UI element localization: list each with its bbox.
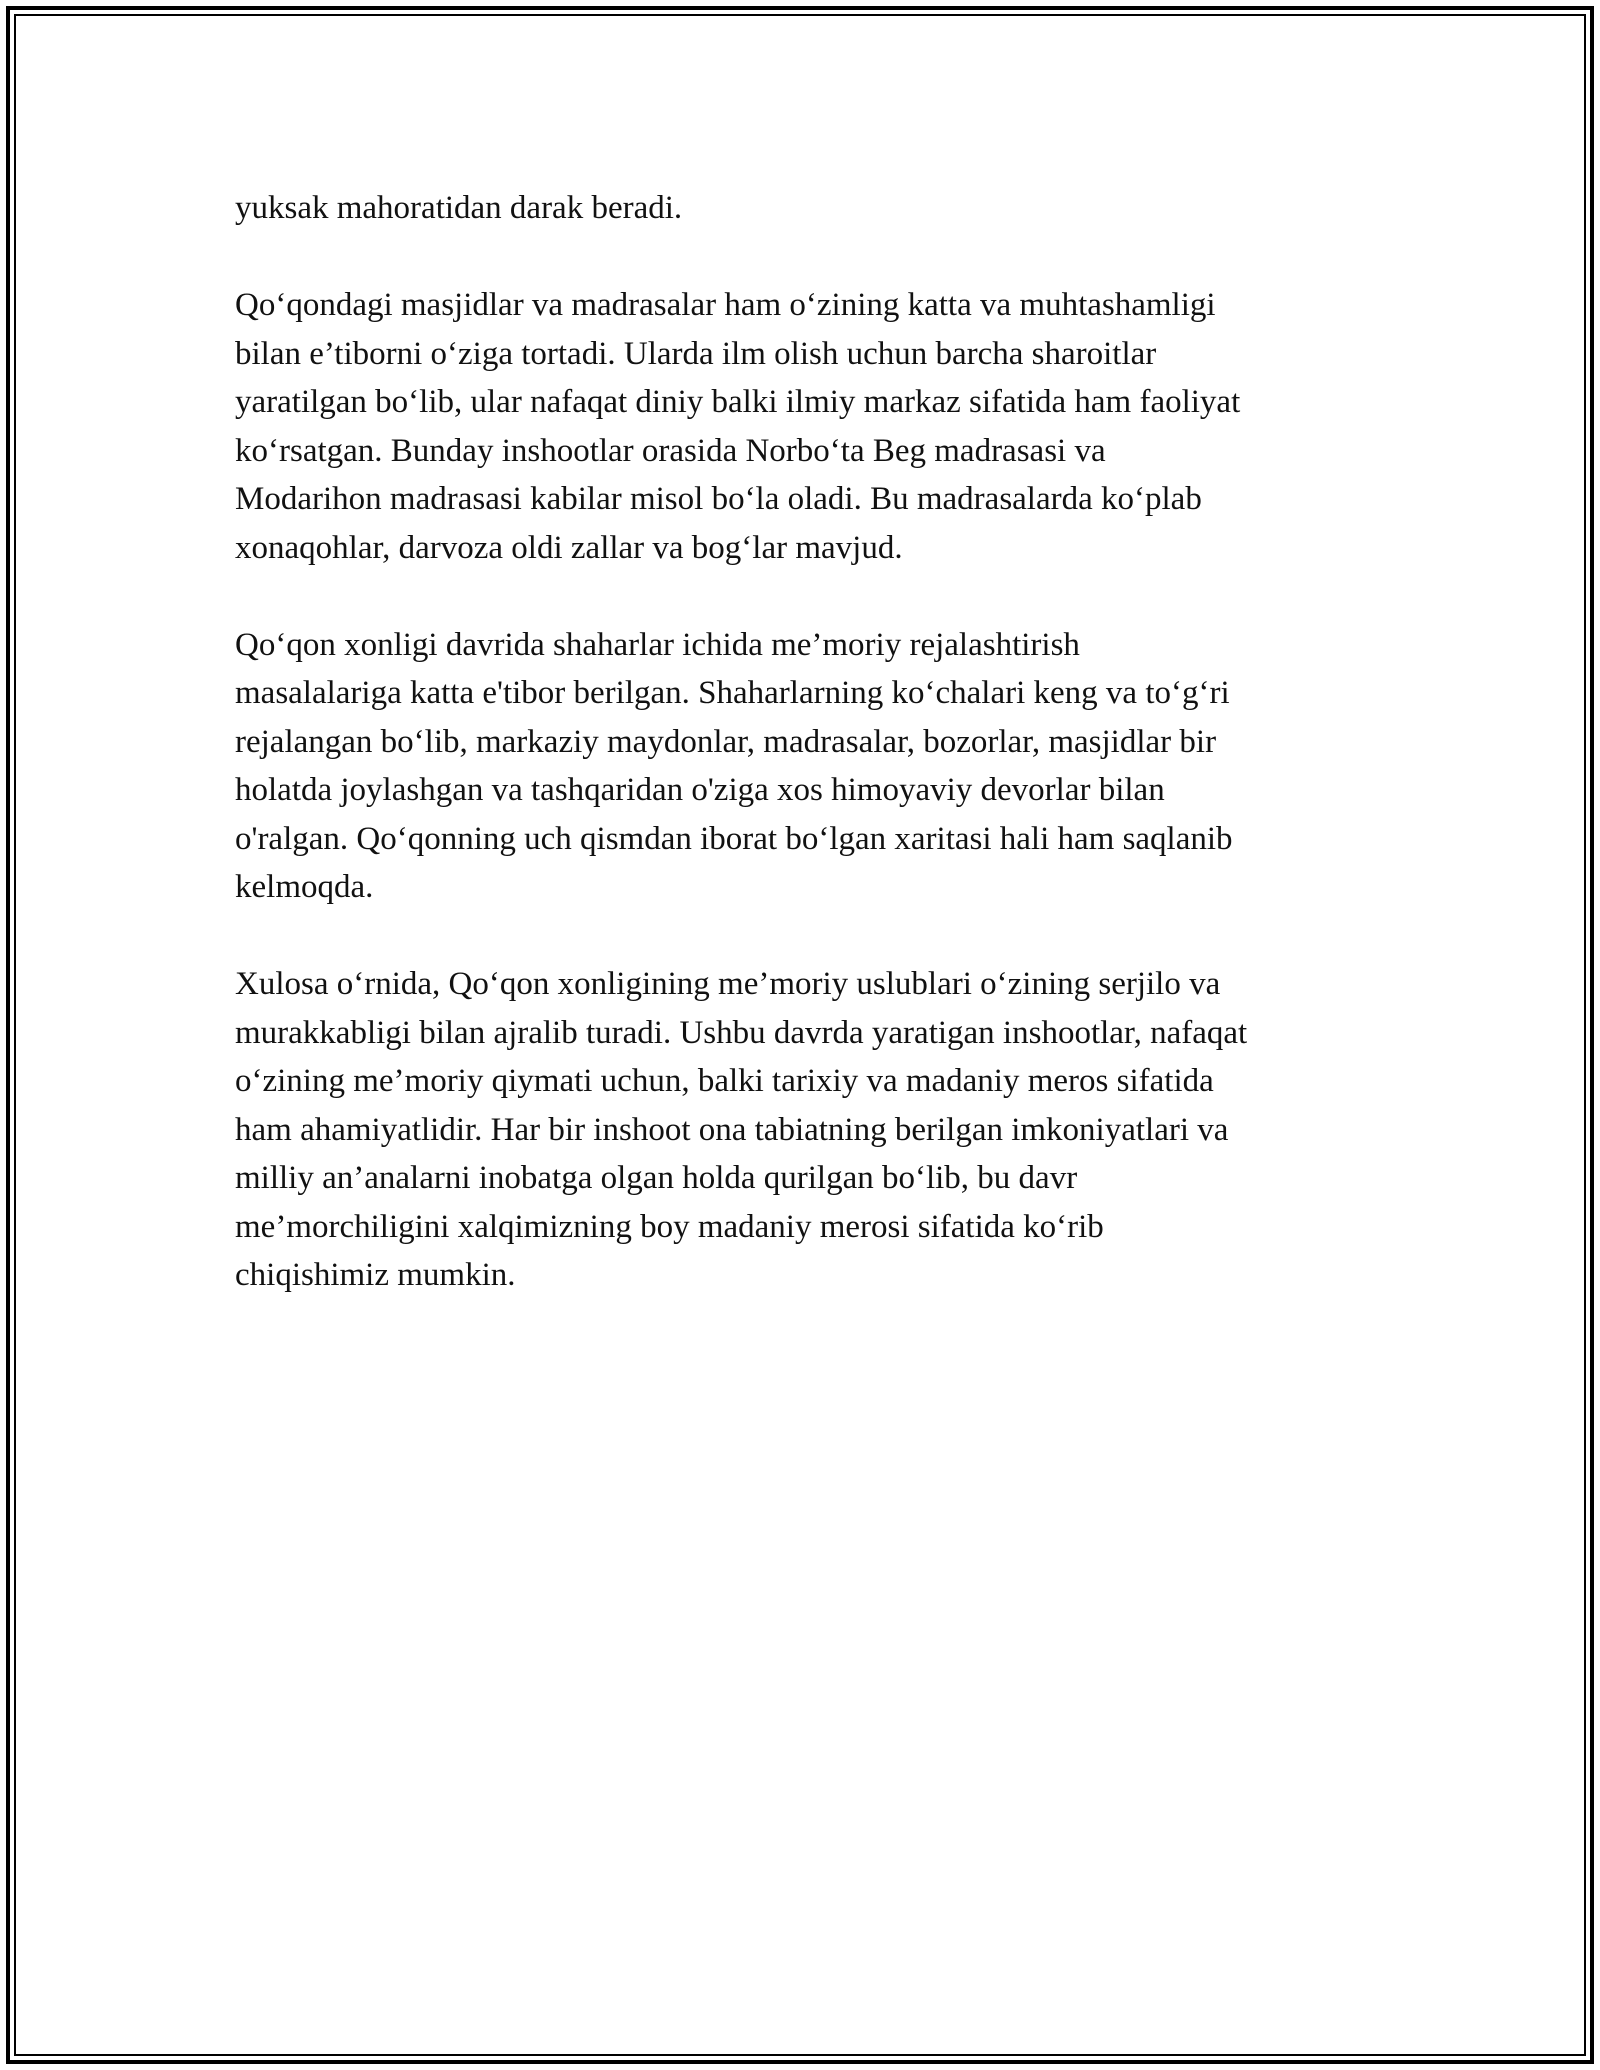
document-body (235, 184, 1370, 1348)
text-line: holatda joylashgan va tashqaridan o'ziga xos himoyaviy devorlar bilan (235, 772, 1165, 808)
text-line: bilan e’tiborni o‘ziga tortadi. Ularda ilm olish uchun barcha sharoitlar (235, 335, 1157, 372)
text-line: Qo‘qon xonligi davrida shaharlar ichida me’moriy rejalashtirish (235, 626, 1080, 663)
text-line: ham ahamiyatlidir. Har bir inshoot ona tabiatning berilgan imkoniyatlari va (235, 1111, 1229, 1148)
text-line: o‘zining me’moriy qiymati uchun, balki tarixiy va madaniy meros sifatida (235, 1063, 1214, 1099)
text-line: masalalariga katta e'tibor berilgan. Shaharlarning ko‘chalari keng va to‘g‘ri (235, 675, 1230, 711)
text-line: murakkabligi bilan ajralib turadi. Ushbu davrda yaratigan inshootlar, nafaqat (235, 1014, 1248, 1051)
paragraph-2 (235, 281, 1370, 572)
text-line: ko‘rsatgan. Bunday inshootlar orasida Norbo‘ta Beg madrasasi va (235, 432, 1106, 469)
text-line: Modarihon madrasasi kabilar misol bo‘la oladi. Bu madrasalarda ko‘plab (235, 481, 1202, 517)
text-line: Xulosa o‘rnida, Qo‘qon xonligining me’moriy uslublari o‘zining serjilo va (235, 966, 1221, 1002)
text-line: o'ralgan. Qo‘qonning uch qismdan iborat bo‘lgan xaritasi hali ham saqlanib (235, 820, 1233, 857)
text-line: kelmoqda. (235, 869, 374, 905)
text-line: me’morchiligini xalqimizning boy madaniy merosi sifatida ko‘rib (235, 1208, 1104, 1245)
text-line: chiqishimiz mumkin. (235, 1257, 516, 1293)
text-line: yuksak mahoratidan darak beradi. (235, 190, 683, 226)
text-line: yaratilgan bo‘lib, ular nafaqat diniy balki ilmiy markaz sifatida ham faoliyat (235, 384, 1241, 420)
text-line: rejalangan bo‘lib, markaziy maydonlar, madrasalar, bozorlar, masjidlar bir (235, 723, 1217, 760)
text-line: xonaqohlar, darvoza oldi zallar va bog‘lar mavjud. (235, 529, 903, 566)
text-line: Qo‘qondagi masjidlar va madrasalar ham o‘zining katta va muhtashamligi (235, 287, 1216, 323)
paragraph-4 (235, 960, 1370, 1300)
paragraph-3 (235, 621, 1370, 912)
text-line: milliy an’analarni inobatga olgan holda qurilgan bo‘lib, bu davr (235, 1160, 1078, 1196)
paragraph-1 (235, 184, 1370, 233)
